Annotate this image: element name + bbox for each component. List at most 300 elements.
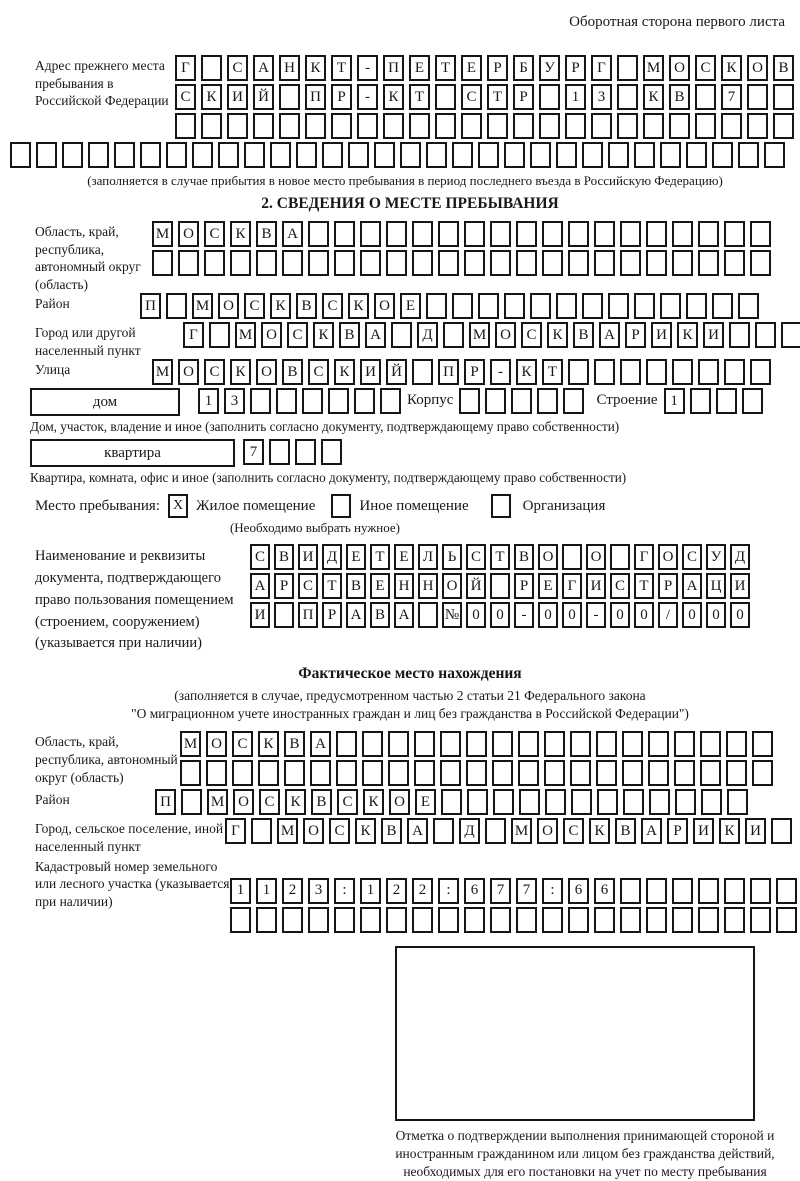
char-cell: К — [547, 322, 568, 348]
char-cell: 3 — [591, 84, 612, 110]
char-cell: А — [394, 602, 414, 628]
char-cell — [435, 113, 456, 139]
char-cell: О — [233, 789, 254, 815]
char-cell: О — [538, 544, 558, 570]
char-cell — [771, 818, 792, 844]
street-row — [152, 359, 771, 385]
actual-city-row — [225, 818, 792, 844]
prev-address-row-2 — [175, 84, 794, 110]
char-cell — [582, 142, 603, 168]
char-cell: Р — [322, 602, 342, 628]
char-cell: 7 — [516, 878, 537, 904]
char-cell — [362, 760, 383, 786]
actual-location-note-2: "О миграционном учете иностранных граждан и лиц без гражданства в Российской Федерации") — [131, 706, 689, 722]
char-cell — [461, 113, 482, 139]
char-cell — [591, 113, 612, 139]
char-cell: Д — [322, 544, 342, 570]
char-cell: И — [730, 573, 750, 599]
stay-type-field — [35, 494, 800, 518]
char-cell — [308, 250, 329, 276]
char-cell: С — [610, 573, 630, 599]
char-cell — [646, 878, 667, 904]
char-cell — [296, 142, 317, 168]
char-cell — [608, 142, 629, 168]
char-cell — [478, 142, 499, 168]
char-cell — [750, 359, 771, 385]
char-cell — [712, 142, 733, 168]
cadastral-row-2 — [230, 907, 797, 933]
char-cell: К — [719, 818, 740, 844]
actual-region-field — [35, 731, 800, 789]
char-cell — [519, 789, 540, 815]
char-cell: 0 — [610, 602, 630, 628]
char-cell — [62, 142, 83, 168]
char-cell: 0 — [562, 602, 582, 628]
district-label: Район — [35, 296, 70, 312]
char-cell — [700, 731, 721, 757]
char-cell — [698, 250, 719, 276]
char-cell: Ц — [706, 573, 726, 599]
char-cell: Т — [409, 84, 430, 110]
char-cell: С — [563, 818, 584, 844]
char-cell — [321, 439, 342, 465]
char-cell — [490, 221, 511, 247]
char-cell: А — [407, 818, 428, 844]
char-cell: 0 — [682, 602, 702, 628]
char-cell: К — [643, 84, 664, 110]
char-cell: С — [259, 789, 280, 815]
char-cell — [279, 113, 300, 139]
char-cell — [357, 113, 378, 139]
char-cell: В — [370, 602, 390, 628]
cadastral-label: Кадастровый номер земельного или лесного участка (указывается при наличии) — [35, 858, 230, 909]
char-cell: А — [682, 573, 702, 599]
char-cell — [622, 731, 643, 757]
char-cell — [412, 907, 433, 933]
char-cell: Г — [225, 818, 246, 844]
char-cell — [386, 221, 407, 247]
char-cell: О — [178, 359, 199, 385]
char-cell: О — [586, 544, 606, 570]
char-cell — [530, 142, 551, 168]
char-cell — [388, 760, 409, 786]
region-label: Область, край, республика, автономный округ (область) — [35, 224, 141, 292]
char-cell — [180, 760, 201, 786]
char-cell: С — [227, 55, 248, 81]
char-cell — [712, 293, 733, 319]
char-cell — [181, 789, 202, 815]
actual-region-row-2 — [180, 760, 773, 786]
char-cell: : — [334, 878, 355, 904]
char-cell — [490, 573, 510, 599]
actual-district-field — [35, 789, 800, 818]
char-cell: К — [305, 55, 326, 81]
actual-region-row-1 — [180, 731, 773, 757]
char-cell — [646, 359, 667, 385]
char-cell — [440, 731, 461, 757]
char-cell — [537, 388, 558, 414]
char-cell — [433, 818, 454, 844]
char-cell — [646, 907, 667, 933]
char-cell — [776, 878, 797, 904]
char-cell: П — [383, 55, 404, 81]
char-cell: С — [337, 789, 358, 815]
char-cell: Д — [417, 322, 438, 348]
char-cell — [374, 142, 395, 168]
char-cell: М — [511, 818, 532, 844]
char-cell — [284, 760, 305, 786]
char-cell: К — [313, 322, 334, 348]
char-cell — [305, 113, 326, 139]
char-cell: К — [230, 221, 251, 247]
char-cell — [251, 818, 272, 844]
char-cell — [204, 250, 225, 276]
char-cell: П — [155, 789, 176, 815]
stamp-area — [35, 946, 800, 1181]
char-cell — [594, 221, 615, 247]
char-cell: - — [514, 602, 534, 628]
char-cell: 6 — [594, 878, 615, 904]
char-cell: К — [721, 55, 742, 81]
char-cell — [388, 731, 409, 757]
char-cell — [672, 221, 693, 247]
char-cell: Р — [464, 359, 485, 385]
char-cell — [594, 907, 615, 933]
char-cell — [269, 439, 290, 465]
char-cell: 6 — [568, 878, 589, 904]
char-cell — [686, 142, 707, 168]
char-cell — [206, 760, 227, 786]
char-cell: 0 — [706, 602, 726, 628]
other-premises-checkbox — [331, 494, 351, 518]
char-cell: Г — [175, 55, 196, 81]
page-side-note: Оборотная сторона первого листа — [569, 14, 785, 30]
char-cell: 7 — [490, 878, 511, 904]
char-cell — [542, 221, 563, 247]
char-cell: В — [573, 322, 594, 348]
char-cell: - — [357, 55, 378, 81]
char-cell: М — [192, 293, 213, 319]
char-cell — [178, 250, 199, 276]
char-cell — [622, 760, 643, 786]
char-cell: О — [206, 731, 227, 757]
char-cell: В — [284, 731, 305, 757]
char-cell — [492, 760, 513, 786]
char-cell: Г — [562, 573, 582, 599]
char-cell: С — [682, 544, 702, 570]
district-field — [35, 293, 800, 322]
char-cell — [675, 789, 696, 815]
region-row-2 — [152, 250, 771, 276]
char-cell: 0 — [466, 602, 486, 628]
char-cell: М — [469, 322, 490, 348]
char-cell — [634, 142, 655, 168]
document-row-3 — [250, 602, 750, 628]
char-cell — [418, 602, 438, 628]
char-cell — [274, 602, 294, 628]
char-cell — [459, 388, 480, 414]
stay-type-label: Место пребывания: — [35, 497, 160, 514]
char-cell: : — [438, 878, 459, 904]
char-cell — [565, 113, 586, 139]
char-cell — [467, 789, 488, 815]
char-cell: О — [747, 55, 768, 81]
char-cell — [466, 731, 487, 757]
char-cell — [620, 221, 641, 247]
char-cell — [36, 142, 57, 168]
char-cell: М — [180, 731, 201, 757]
char-cell — [701, 789, 722, 815]
char-cell — [724, 878, 745, 904]
char-cell — [360, 221, 381, 247]
flat-note: Квартира, комната, офис и иное (заполнить согласно документу, подтверждающему право собственности) — [30, 470, 627, 486]
char-cell: К — [516, 359, 537, 385]
char-cell: К — [201, 84, 222, 110]
char-cell: А — [253, 55, 274, 81]
char-cell: Е — [370, 573, 390, 599]
char-cell: К — [589, 818, 610, 844]
char-cell — [674, 760, 695, 786]
char-cell — [166, 293, 187, 319]
char-cell — [279, 84, 300, 110]
stroenie-label: Строение — [596, 392, 658, 409]
char-cell — [542, 907, 563, 933]
char-cell: М — [152, 221, 173, 247]
char-cell: 1 — [565, 84, 586, 110]
char-cell — [331, 113, 352, 139]
char-cell — [348, 142, 369, 168]
char-cell: В — [274, 544, 294, 570]
actual-location-note-1: (заполняется в случае, предусмотренном частью 2 статьи 21 Федерального закона — [174, 688, 646, 704]
char-cell — [322, 142, 343, 168]
char-cell: : — [542, 878, 563, 904]
char-cell — [412, 250, 433, 276]
prev-address-label: Адрес прежнего места пребывания в Российской Федерации — [35, 58, 169, 109]
char-cell — [10, 142, 31, 168]
char-cell — [464, 221, 485, 247]
char-cell: И — [651, 322, 672, 348]
char-cell: Т — [322, 573, 342, 599]
char-cell: К — [355, 818, 376, 844]
char-cell: И — [250, 602, 270, 628]
char-cell — [310, 760, 331, 786]
char-cell — [487, 113, 508, 139]
char-cell: 0 — [634, 602, 654, 628]
char-cell: В — [256, 221, 277, 247]
char-cell: Н — [279, 55, 300, 81]
char-cell: В — [514, 544, 534, 570]
char-cell — [660, 142, 681, 168]
char-cell — [568, 221, 589, 247]
char-cell: 3 — [224, 388, 245, 414]
char-cell — [594, 359, 615, 385]
char-cell: Е — [461, 55, 482, 81]
char-cell — [360, 907, 381, 933]
char-cell — [724, 907, 745, 933]
korpus-label: Корпус — [407, 392, 454, 409]
char-cell — [452, 142, 473, 168]
char-cell — [674, 731, 695, 757]
stamp-area-box — [395, 946, 755, 1121]
char-cell: Б — [513, 55, 534, 81]
document-field — [35, 544, 800, 655]
document-row-1 — [250, 544, 750, 570]
char-cell — [435, 84, 456, 110]
char-cell — [478, 293, 499, 319]
char-cell — [426, 142, 447, 168]
char-cell — [336, 760, 357, 786]
char-cell: Т — [542, 359, 563, 385]
char-cell: / — [658, 602, 678, 628]
region-row-1 — [152, 221, 771, 247]
char-cell: С — [308, 359, 329, 385]
char-cell — [738, 142, 759, 168]
char-cell — [742, 388, 763, 414]
char-cell: К — [230, 359, 251, 385]
char-cell — [617, 55, 638, 81]
char-cell — [568, 250, 589, 276]
char-cell: В — [296, 293, 317, 319]
char-cell: С — [250, 544, 270, 570]
char-cell: В — [615, 818, 636, 844]
char-cell: В — [346, 573, 366, 599]
char-cell — [218, 142, 239, 168]
char-cell — [747, 113, 768, 139]
char-cell — [690, 388, 711, 414]
char-cell: И — [360, 359, 381, 385]
char-cell: С — [695, 55, 716, 81]
char-cell — [596, 731, 617, 757]
char-cell — [209, 322, 230, 348]
char-cell — [464, 250, 485, 276]
char-cell — [570, 731, 591, 757]
actual-district-label: Район — [35, 792, 70, 808]
section2-title: 2. СВЕДЕНИЯ О МЕСТЕ ПРЕБЫВАНИЯ — [261, 195, 559, 212]
char-cell: В — [381, 818, 402, 844]
char-cell — [649, 789, 670, 815]
char-cell — [516, 250, 537, 276]
char-cell: Р — [513, 84, 534, 110]
flat-number-row — [243, 439, 342, 465]
char-cell — [440, 760, 461, 786]
char-cell — [700, 760, 721, 786]
flat-box: квартира — [30, 439, 235, 467]
region-field — [35, 221, 800, 293]
char-cell — [362, 731, 383, 757]
char-cell: О — [389, 789, 410, 815]
char-cell — [201, 113, 222, 139]
char-cell — [596, 760, 617, 786]
char-cell: К — [348, 293, 369, 319]
char-cell — [438, 221, 459, 247]
char-cell — [166, 142, 187, 168]
char-cell: А — [641, 818, 662, 844]
char-cell — [466, 760, 487, 786]
char-cell: 7 — [721, 84, 742, 110]
char-cell: С — [204, 359, 225, 385]
char-cell — [253, 113, 274, 139]
char-cell: И — [586, 573, 606, 599]
char-cell — [752, 731, 773, 757]
prev-address-note: (заполняется в случае прибытия в новое место пребывания в период последнего въезда в Российскую Федерацию) — [87, 173, 723, 188]
char-cell — [302, 388, 323, 414]
char-cell — [610, 544, 630, 570]
char-cell: М — [277, 818, 298, 844]
char-cell — [571, 789, 592, 815]
char-cell — [724, 250, 745, 276]
char-cell — [773, 84, 794, 110]
char-cell — [750, 250, 771, 276]
city-row — [183, 322, 800, 348]
char-cell: А — [346, 602, 366, 628]
char-cell: Р — [625, 322, 646, 348]
char-cell — [698, 878, 719, 904]
char-cell — [623, 789, 644, 815]
char-cell: С — [329, 818, 350, 844]
char-cell: В — [339, 322, 360, 348]
char-cell — [726, 760, 747, 786]
char-cell: Е — [346, 544, 366, 570]
char-cell — [648, 731, 669, 757]
char-cell — [386, 907, 407, 933]
char-cell — [386, 250, 407, 276]
char-cell: 3 — [308, 878, 329, 904]
char-cell: № — [442, 602, 462, 628]
char-cell — [282, 907, 303, 933]
char-cell: 1 — [664, 388, 685, 414]
char-cell — [230, 907, 251, 933]
char-cell — [562, 544, 582, 570]
char-cell — [539, 113, 560, 139]
char-cell: Г — [591, 55, 612, 81]
char-cell — [152, 250, 173, 276]
char-cell: Д — [730, 544, 750, 570]
stay-type-note: (Необходимо выбрать нужное) — [229, 520, 401, 536]
char-cell — [380, 388, 401, 414]
cadastral-row-1 — [230, 878, 797, 904]
char-cell — [256, 250, 277, 276]
char-cell: Р — [331, 84, 352, 110]
char-cell — [727, 789, 748, 815]
char-cell — [539, 84, 560, 110]
char-cell — [490, 250, 511, 276]
char-cell — [646, 221, 667, 247]
char-cell — [414, 731, 435, 757]
char-cell: О — [495, 322, 516, 348]
char-cell — [556, 142, 577, 168]
char-cell — [412, 359, 433, 385]
char-cell — [400, 142, 421, 168]
char-cell — [336, 731, 357, 757]
city-label: Город или другой населенный пункт — [35, 325, 141, 358]
char-cell — [695, 113, 716, 139]
char-cell — [426, 293, 447, 319]
char-cell: М — [152, 359, 173, 385]
prev-address-row-1 — [175, 55, 794, 81]
char-cell — [232, 760, 253, 786]
char-cell — [568, 907, 589, 933]
char-cell: 1 — [256, 878, 277, 904]
stroenie-row — [664, 388, 763, 414]
char-cell — [504, 293, 525, 319]
house-note: Дом, участок, владение и иное (заполнить согласно документу, подтверждающему право собственности) — [30, 419, 620, 435]
char-cell: У — [539, 55, 560, 81]
char-cell — [750, 221, 771, 247]
actual-region-label: Область, край, республика, автономный округ (область) — [35, 734, 178, 785]
char-cell — [295, 439, 316, 465]
char-cell — [414, 760, 435, 786]
char-cell: Т — [370, 544, 390, 570]
